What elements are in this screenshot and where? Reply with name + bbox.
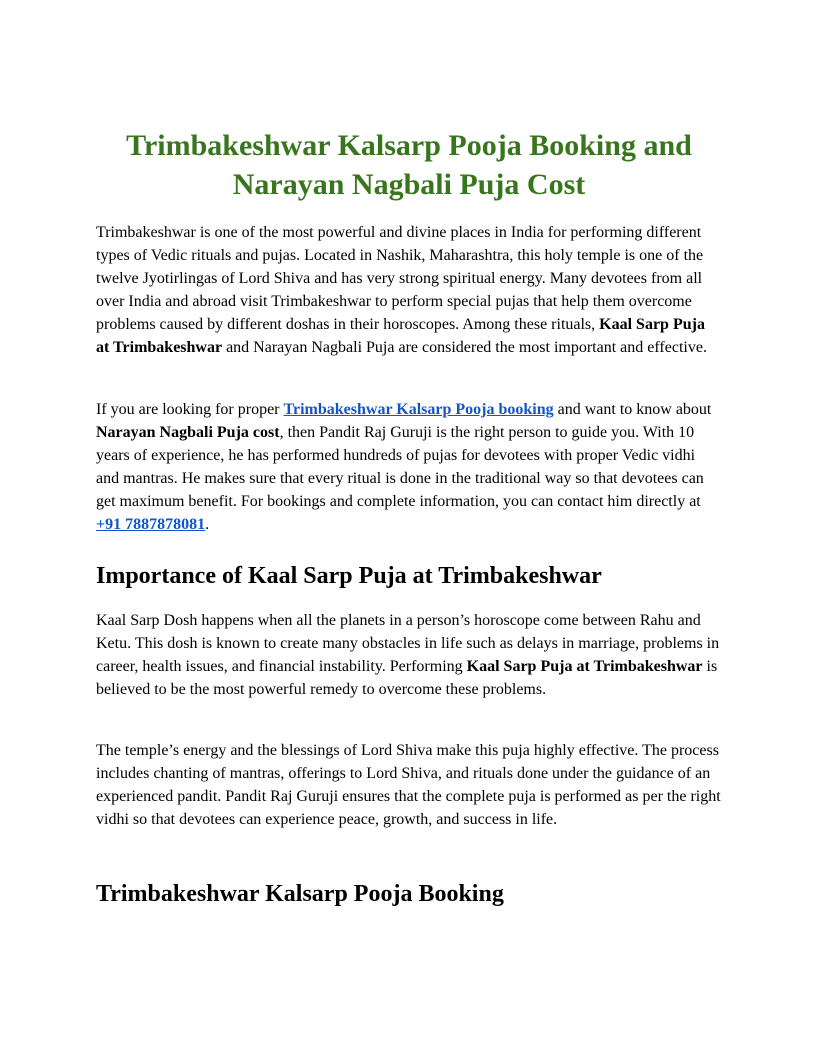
booking-text-2: and want to know about xyxy=(553,401,712,418)
booking-text-3: , then Pandit Raj Guruji is the right person to guide you. With 10 years of experience, he has performed hundreds of pujas for devotees with proper Vedic vidhi and mantras. He makes sure that every ritual is done in the traditional way so that devotees can get maximum benefit. For bookings and complete information, you can contact him directly at xyxy=(96,424,704,510)
heading-booking: Trimbakeshwar Kalsarp Pooja Booking xyxy=(96,881,504,907)
blessings-paragraph xyxy=(96,739,722,831)
booking-text-1: If you are looking for proper xyxy=(96,401,284,418)
kalsarp-booking-link[interactable]: Trimbakeshwar Kalsarp Pooja booking xyxy=(283,401,554,418)
importance-text-2: is believed to be the most powerful remedy to overcome these problems. xyxy=(96,658,718,698)
page-title xyxy=(96,126,722,204)
importance-bold-kaal-sarp: Kaal Sarp Puja at Trimbakeshwar xyxy=(466,658,703,675)
booking-bold-nagbali-cost: Narayan Nagbali Puja cost xyxy=(96,424,280,441)
intro-text-1: Trimbakeshwar is one of the most powerful and divine places in India for performing different types of Vedic rituals and pujas. Located in Nashik, Maharashtra, this holy temple is one of the twelve Jyotirlingas of Lord Shiva and has very strong spiritual energy. Many devotees from all over India and abroad visit Trimbakeshwar to perform special pujas that help them overcome problems caused by different doshas in their horoscopes. Among these rituals, xyxy=(96,224,704,333)
heading-importance: Importance of Kaal Sarp Puja at Trimbakeshwar xyxy=(96,563,602,589)
intro-bold-kaal-sarp: Kaal Sarp Puja at Trimbakeshwar xyxy=(96,316,705,356)
importance-text-1: Kaal Sarp Dosh happens when all the planets in a person’s horoscope come between Rahu and Ketu. This dosh is known to create many obstacles in life such as delays in marriage, problems in career, health issues, and financial instability. Performing xyxy=(96,612,720,675)
booking-paragraph xyxy=(96,398,722,536)
importance-paragraph xyxy=(96,609,722,701)
intro-paragraph xyxy=(96,221,722,359)
booking-text-4: . xyxy=(205,516,210,533)
intro-text-2: and Narayan Nagbali Puja are considered the most important and effective. xyxy=(222,339,707,356)
blessings-text: The temple’s energy and the blessings of Lord Shiva make this puja highly effective. The process includes chanting of mantras, offerings to Lord Shiva, and rituals done under the guidance of an experienced pandit. Pandit Raj Guruji ensures that the complete puja is performed as per the right vidhi so that devotees can experience peace, growth, and success in life. xyxy=(96,742,721,828)
phone-link[interactable]: +91 7887878081 xyxy=(96,516,206,533)
page-title-line-2: Narayan Nagbali Puja Cost xyxy=(232,168,586,201)
page-title-line-1: Trimbakeshwar Kalsarp Pooja Booking and xyxy=(126,129,692,162)
